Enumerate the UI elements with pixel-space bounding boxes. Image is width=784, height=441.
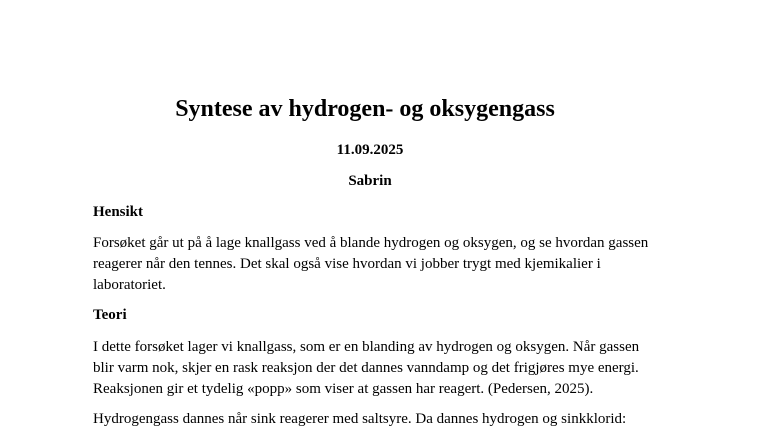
paragraph-line: blir varm nok, skjer en rask reaksjon der det dannes vanndamp og det frigjøres mye energi.: [93, 360, 639, 376]
document-author: Sabrin: [348, 173, 392, 189]
paragraph-line: laboratoriet.: [93, 277, 166, 293]
paragraph-line: Hydrogengass dannes når sink reagerer med saltsyre. Da dannes hydrogen og sinkklorid:: [93, 411, 627, 427]
paragraph-line: Forsøket går ut på å lage knallgass ved å blande hydrogen og oksygen, og se hvordan gassen: [93, 235, 649, 251]
document-date: 11.09.2025: [336, 142, 404, 158]
paragraph-line: Reaksjonen gir et tydelig «popp» som viser at gassen har reagert. (Pedersen, 2025).: [93, 381, 594, 397]
section-heading-teori: Teori: [93, 307, 127, 323]
document-title: Syntese av hydrogen- og oksygengass: [175, 96, 555, 122]
paragraph-hensikt: [93, 233, 693, 296]
paragraph-line: reagerer når den tennes. Det skal også vise hvordan vi jobber trygt med kjemikalier i: [93, 256, 601, 272]
paragraph-line: I dette forsøket lager vi knallgass, som er en blanding av hydrogen og oksygen. Når gassen: [93, 339, 640, 355]
section-heading-hensikt: Hensikt: [93, 204, 144, 220]
paragraph-hydrogengass: [93, 409, 693, 430]
paragraph-teori: [93, 337, 693, 400]
